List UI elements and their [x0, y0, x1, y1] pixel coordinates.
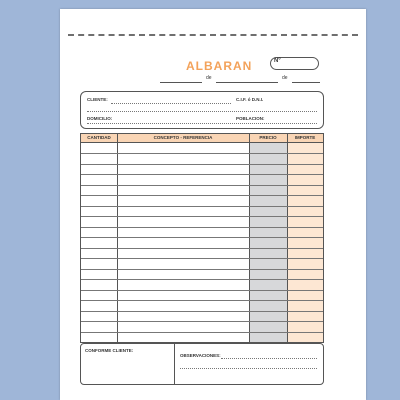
domicilio-label: DOMICILIO: [87, 116, 113, 121]
table-row [81, 206, 323, 207]
table-row [81, 164, 323, 165]
poblacion-label: POBLACION: [236, 116, 265, 121]
table-row [81, 153, 323, 154]
table-row [81, 300, 323, 301]
precio-column-fill [249, 143, 287, 342]
delivery-note-sheet [60, 9, 366, 400]
cliente-line [111, 103, 231, 104]
observaciones-label: OBSERVACIONES: [180, 353, 221, 358]
table-row [81, 332, 323, 333]
document-number-label: Nº [274, 58, 281, 64]
table-row [81, 321, 323, 322]
header-precio: PRECIO [249, 134, 287, 143]
perforation-line [68, 34, 358, 36]
items-table [80, 133, 324, 343]
footer-divider [174, 344, 175, 384]
conforme-cliente-label: CONFORME CLIENTE: [85, 348, 134, 353]
domicilio-line [87, 123, 317, 124]
header-cantidad: CANTIDAD [81, 134, 117, 143]
date-de-2: de [282, 75, 288, 81]
date-row [160, 75, 320, 85]
date-day-line [160, 82, 202, 83]
footer-box [80, 343, 324, 385]
table-row [81, 290, 323, 291]
table-row [81, 174, 323, 175]
importe-column-fill [287, 143, 323, 342]
table-row [81, 237, 323, 238]
header-importe: IMPORTE [287, 134, 323, 143]
document-number-box [270, 57, 319, 70]
table-row [81, 311, 323, 312]
table-row [81, 185, 323, 186]
cif-label: C.I.F. ó D.N.I. [236, 97, 264, 102]
table-row [81, 216, 323, 217]
table-row [81, 195, 323, 196]
table-row [81, 279, 323, 280]
observaciones-line [221, 358, 317, 359]
header-concepto: CONCEPTO - REFERENCIA [117, 134, 249, 143]
table-row [81, 227, 323, 228]
document-title: ALBARAN [186, 59, 253, 73]
client-info-box [80, 91, 324, 129]
date-de-1: de [206, 75, 212, 81]
observaciones-line [180, 368, 317, 369]
table-row [81, 258, 323, 259]
date-month-line [216, 82, 278, 83]
date-year-line [292, 82, 320, 83]
cliente-line-2 [87, 111, 317, 112]
table-row [81, 248, 323, 249]
cliente-label: CLIENTE: [87, 97, 108, 102]
table-row [81, 269, 323, 270]
